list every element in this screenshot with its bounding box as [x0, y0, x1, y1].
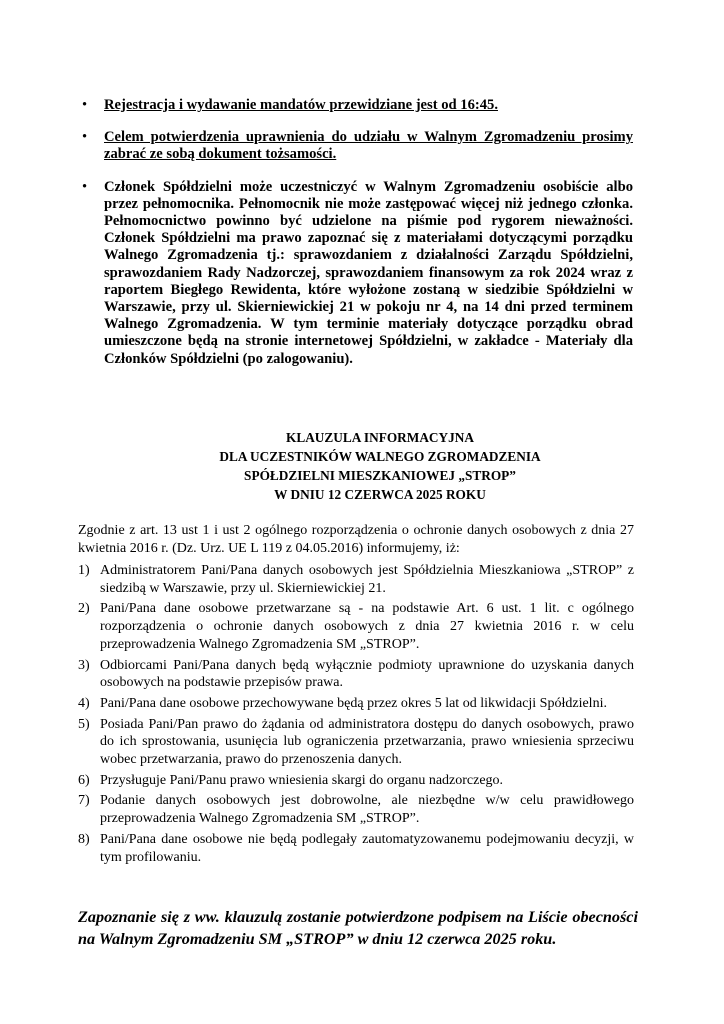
intro-paragraph: Zgodnie z art. 13 ust 1 i ust 2 ogólnego rozporządzenia o ochronie danych osobowych z dnia 27 kwietnia 2016 r. (Dz. Urz. UE L 119 z 04.05.2016) informujemy, iż: [78, 523, 634, 556]
item-text: Odbiorcami Pani/Pana danych będą wyłącznie podmioty uprawnione do uzyskania danych osobowych na podstawie przepisów prawa. [100, 657, 634, 691]
item-number: 5) [78, 716, 90, 732]
list-item [78, 562, 634, 597]
bullet-icon: • [82, 97, 88, 113]
heading-line: DLA UCZESTNIKÓW WALNEGO ZGROMADZENIA [219, 449, 541, 464]
item-text: Pani/Pana dane osobowe przetwarzane są - na podstawie Art. 6 ust. 1 lit. c ogólnego rozporządzenia o ochronie danych osobowych z dnia 27 kwietnia 2016 r. w celu przeprowadzenia Walnego Zgromadzenia SM „STROP”. [100, 601, 634, 652]
list-item [78, 831, 634, 866]
list-item [78, 772, 634, 790]
bullet-text: Rejestracja i wydawanie mandatów przewidziane jest od 16:45. [104, 97, 498, 113]
list-item [78, 792, 634, 827]
item-text: Pani/Pana dane osobowe nie będą podlegały zautomatyzowanemu podejmowaniu decyzji, w tym profilowaniu. [100, 831, 634, 865]
item-number: 7) [78, 793, 90, 809]
list-item [78, 600, 634, 653]
bullet-text: Celem potwierdzenia uprawnienia do udziału w Walnym Zgromadzeniu prosimy zabrać ze sobą dokument tożsamości. [104, 129, 633, 163]
clause-heading [150, 428, 610, 504]
item-text: Podanie danych osobowych jest dobrowolne, ale niezbędne w/w celu prawidłowego przeprowadzenia Walnego Zgromadzenia SM „STROP”. [100, 793, 634, 827]
item-text: Pani/Pana dane osobowe przechowywane będą przez okres 5 lat od likwidacji Spółdzielni. [100, 695, 607, 711]
bullet-item-registration [82, 97, 633, 114]
list-item [78, 657, 634, 692]
bullet-item-identity [82, 129, 633, 163]
item-number: 6) [78, 772, 90, 788]
bullet-icon: • [82, 129, 88, 146]
item-number: 2) [78, 601, 90, 617]
numbered-list [78, 562, 634, 869]
list-item [78, 716, 634, 769]
item-number: 1) [78, 563, 90, 578]
bullet-text: Członek Spółdzielni może uczestniczyć w Walnym Zgromadzeniu osobiście albo przez pełnomocnika. Pełnomocnik nie może zastępować więcej niż jednego członka. Pełnomocnictwo powinno być udzielone na piśmie pod rygorem nieważności. Członek Spółdzielni ma prawo zapoznać się z materiałami dotyczącymi porządku Walnego Zgromadzenia tj.: sprawozdaniem z działalności Zarządu Spółdzielni, sprawozdaniem Rady Nadzorczej, sprawozdaniem finansowym za rok 2024 wraz z raportem Biegłego Rewidenta, które wyłożone zostaną w siedzibie Spółdzielni w Warszawie, przy ul. Skierniewickiej 21 w pokoju nr 4, na 14 dni przed terminem Walnego Zgromadzenia. W tym terminie materiały dotyczące porządku obrad umieszczone będą na stronie internetowej Spółdzielni, w zakładce - Materiały dla Członków Spółdzielni (po zalogowaniu). [104, 178, 633, 367]
item-number: 8) [78, 831, 90, 847]
bullet-list [82, 97, 633, 383]
list-item [78, 695, 634, 713]
closing-statement: Zapoznanie się z ww. klauzulą zostanie potwierdzone podpisem na Liście obecności na Walnym Zgromadzeniu SM „STROP” w dniu 12 czerwca 2025 roku. [78, 908, 638, 948]
bullet-icon: • [82, 178, 88, 195]
bullet-item-proxy [82, 178, 633, 368]
item-number: 4) [78, 695, 90, 711]
heading-line: KLAUZULA INFORMACYJNA [285, 430, 474, 445]
heading-line: W DNIU 12 CZERWCA 2025 ROKU [274, 487, 486, 502]
item-text: Przysługuje Pani/Panu prawo wniesienia skargi do organu nadzorczego. [100, 772, 504, 788]
heading-line: SPÓŁDZIELNI MIESZKANIOWEJ „STROP” [244, 468, 516, 483]
item-text: Administratorem Pani/Pana danych osobowych jest Spółdzielnia Mieszkaniowa „STROP” z siedzibą w Warszawie, przy ul. Skierniewickiej 21. [100, 563, 634, 596]
item-text: Posiada Pani/Pan prawo do żądania od administratora dostępu do danych osobowych, prawo do ich sprostowania, usunięcia lub ograniczenia przetwarzania, prawo wniesienia sprzeciwu wobec przetwarzania, prawo do przenoszenia danych. [100, 716, 634, 768]
item-number: 3) [78, 657, 90, 673]
